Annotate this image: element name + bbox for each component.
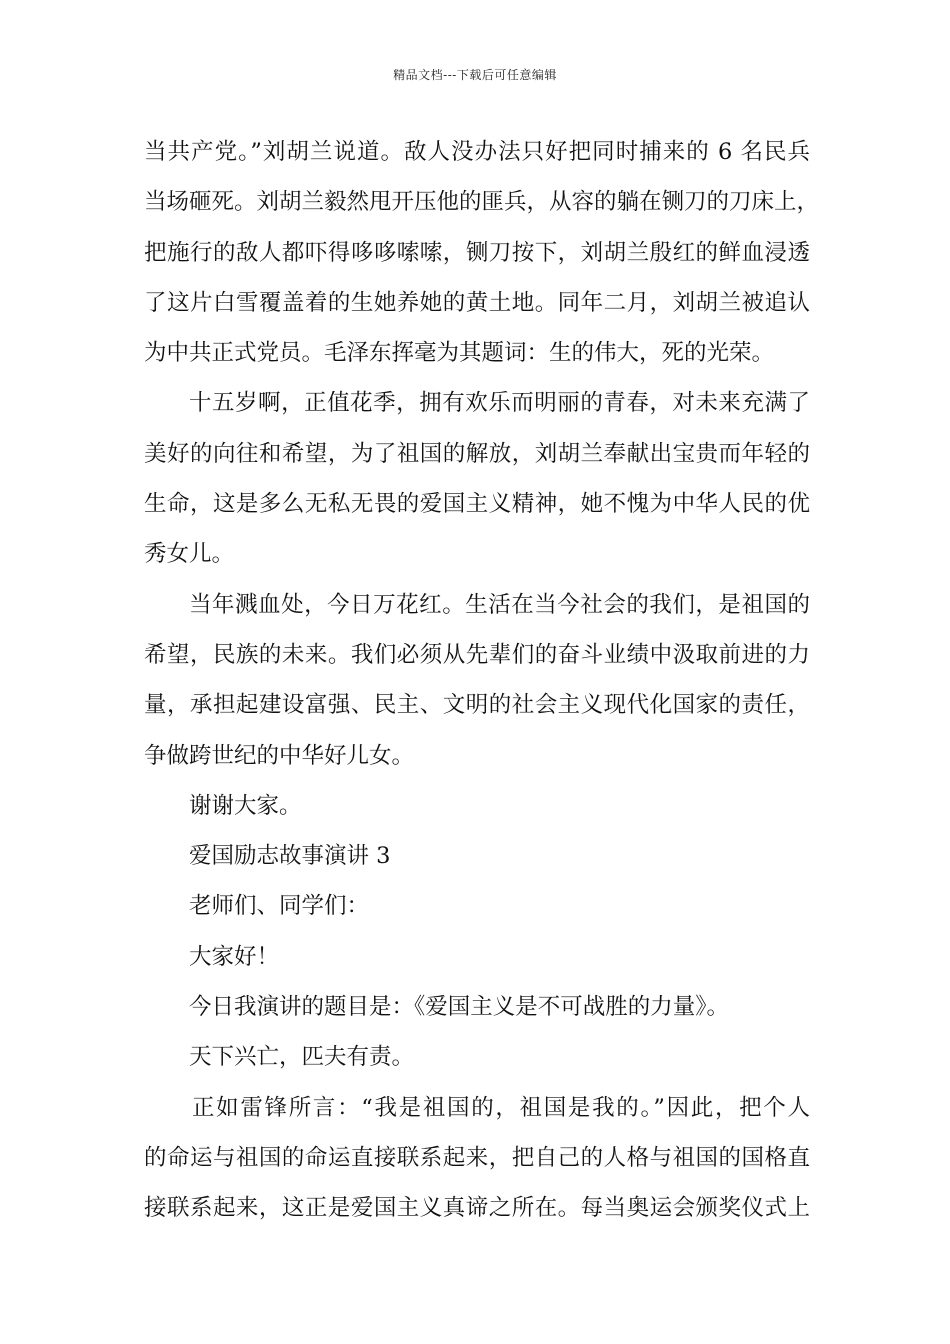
page-header: 精品文档---下载后可任意编辑 — [393, 68, 557, 82]
text-line: 生命，这是多么无私无畏的爱国主义精神，她不愧为中华人民的优 — [144, 491, 810, 518]
text-line: 量，承担起建设富强、民主、文明的社会主义现代化国家的责任， — [144, 692, 810, 719]
text-line: 当共产党。”刘胡兰说道。敌人没办法只好把同时捕来的 6 名民兵 — [144, 139, 810, 165]
text-line: 了这片白雪覆盖着的生她养她的黄土地。同年二月，刘胡兰被追认 — [144, 289, 810, 316]
text-line: 正如雷锋所言：“我是祖国的，祖国是我的。”因此，把个人 — [192, 1094, 810, 1121]
text-line: 秀女儿。 — [144, 541, 235, 568]
text-line: 谢谢大家。 — [189, 792, 302, 819]
text-line: 老师们、同学们： — [189, 893, 370, 920]
text-line: 爱国励志故事演讲 3 — [189, 843, 391, 870]
text-line: 为中共正式党员。毛泽东挥毫为其题词：生的伟大，死的光荣。 — [144, 340, 775, 367]
text-line: 的命运与祖国的命运直接联系起来，把自己的人格与祖国的国格直 — [144, 1144, 810, 1171]
text-line: 美好的向往和希望，为了祖国的解放，刘胡兰奉献出宝贵而年轻的 — [144, 440, 810, 467]
text-line: 大家好！ — [189, 943, 280, 970]
text-line: 十五岁啊，正值花季，拥有欢乐而明丽的青春，对未来充满了 — [189, 390, 810, 417]
text-line: 争做跨世纪的中华好儿女。 — [144, 742, 415, 769]
text-line: 接联系起来，这正是爱国主义真谛之所在。每当奥运会颁奖仪式上 — [144, 1195, 810, 1222]
text-line: 当场砸死。刘胡兰毅然甩开压他的匪兵，从容的躺在铡刀的刀床上， — [144, 189, 820, 216]
text-line: 今日我演讲的题目是：《爱国主义是不可战胜的力量》。 — [189, 994, 730, 1021]
text-line: 天下兴亡，匹夫有责。 — [189, 1044, 415, 1071]
text-line: 希望，民族的未来。我们必须从先辈们的奋斗业绩中汲取前进的力 — [144, 641, 810, 668]
document-body — [144, 130, 820, 1237]
text-line: 当年溅血处，今日万花红。生活在当今社会的我们，是祖国的 — [189, 591, 810, 618]
text-line: 把施行的敌人都吓得哆哆嗦嗦，铡刀按下，刘胡兰殷红的鲜血浸透 — [144, 239, 810, 266]
